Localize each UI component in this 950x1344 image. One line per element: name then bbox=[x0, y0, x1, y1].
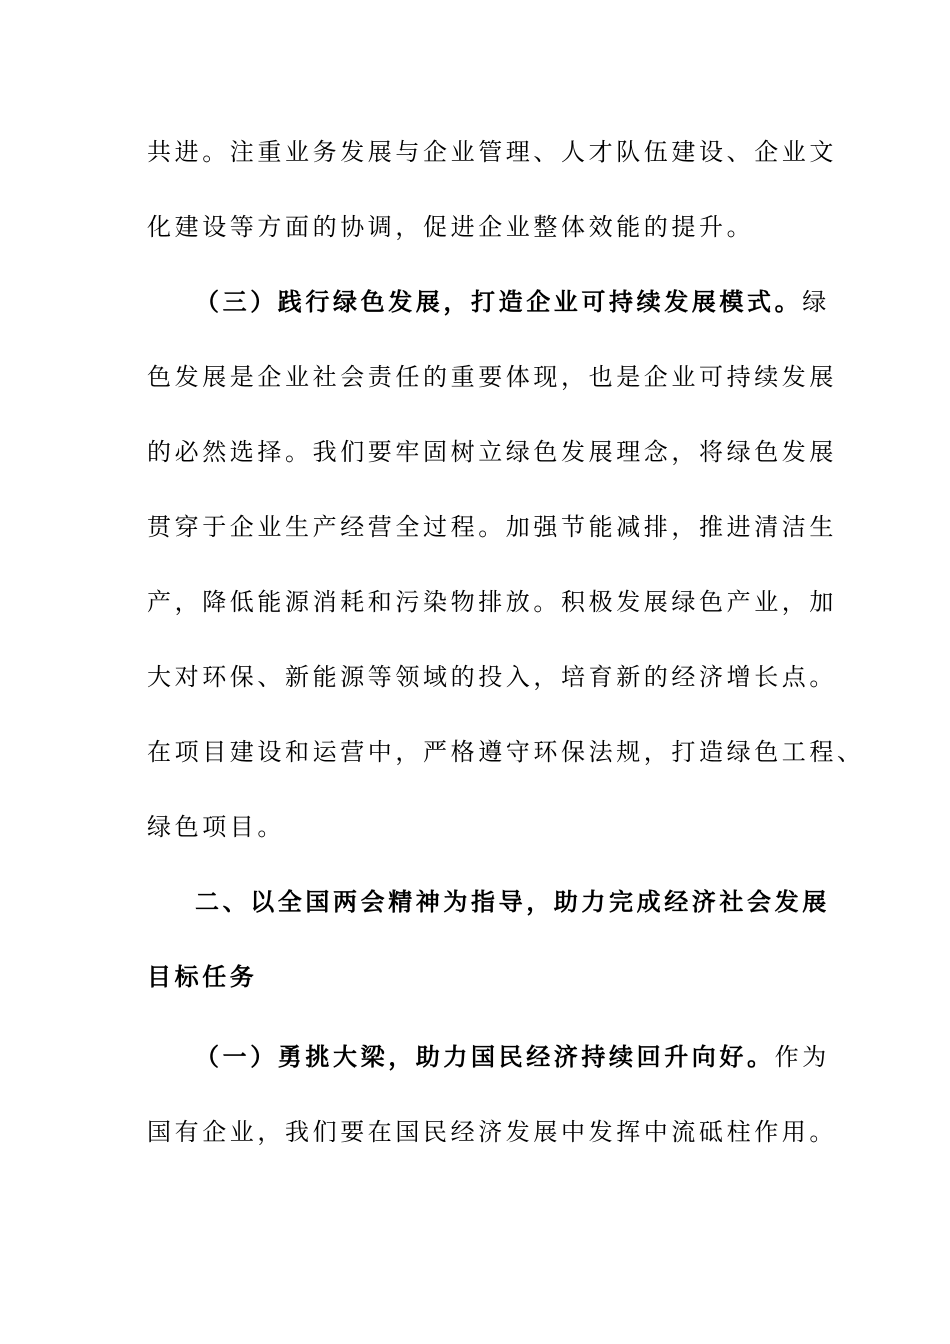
paragraph-line: 国有企业，我们要在国民经济发展中发挥中流砥柱作用。 bbox=[147, 1118, 837, 1146]
part-heading: 二、以全国两会精神为指导，助力完成经济社会发展 bbox=[195, 887, 830, 916]
section-heading-line bbox=[195, 287, 855, 317]
section-body-start: 作为 bbox=[774, 1043, 830, 1071]
paragraph-line: 色发展是企业社会责任的重要体现，也是企业可持续发展 bbox=[147, 363, 837, 391]
section-heading: （一）勇挑大梁，助力国民经济持续回升向好。 bbox=[195, 1042, 775, 1071]
section-heading-line bbox=[195, 1042, 855, 1072]
paragraph-line: 贯穿于企业生产经营全过程。加强节能减排，推进清洁生 bbox=[147, 513, 837, 541]
part-heading-continued: 目标任务 bbox=[147, 962, 258, 991]
section-heading: （三）践行绿色发展，打造企业可持续发展模式。 bbox=[195, 287, 803, 316]
section-body-start: 绿 bbox=[802, 288, 830, 316]
paragraph-line: 产，降低能源消耗和污染物排放。积极发展绿色产业，加 bbox=[147, 588, 837, 616]
paragraph-line: 大对环保、新能源等领域的投入，培育新的经济增长点。 bbox=[147, 663, 837, 691]
paragraph-line: 在项目建设和运营中，严格遵守环保法规，打造绿色工程、 bbox=[147, 738, 865, 766]
paragraph-line: 共进。注重业务发展与企业管理、人才队伍建设、企业文 bbox=[147, 138, 837, 166]
paragraph-line: 化建设等方面的协调，促进企业整体效能的提升。 bbox=[147, 213, 755, 241]
paragraph-line: 绿色项目。 bbox=[147, 813, 285, 841]
paragraph-line: 的必然选择。我们要牢固树立绿色发展理念，将绿色发展 bbox=[147, 438, 837, 466]
